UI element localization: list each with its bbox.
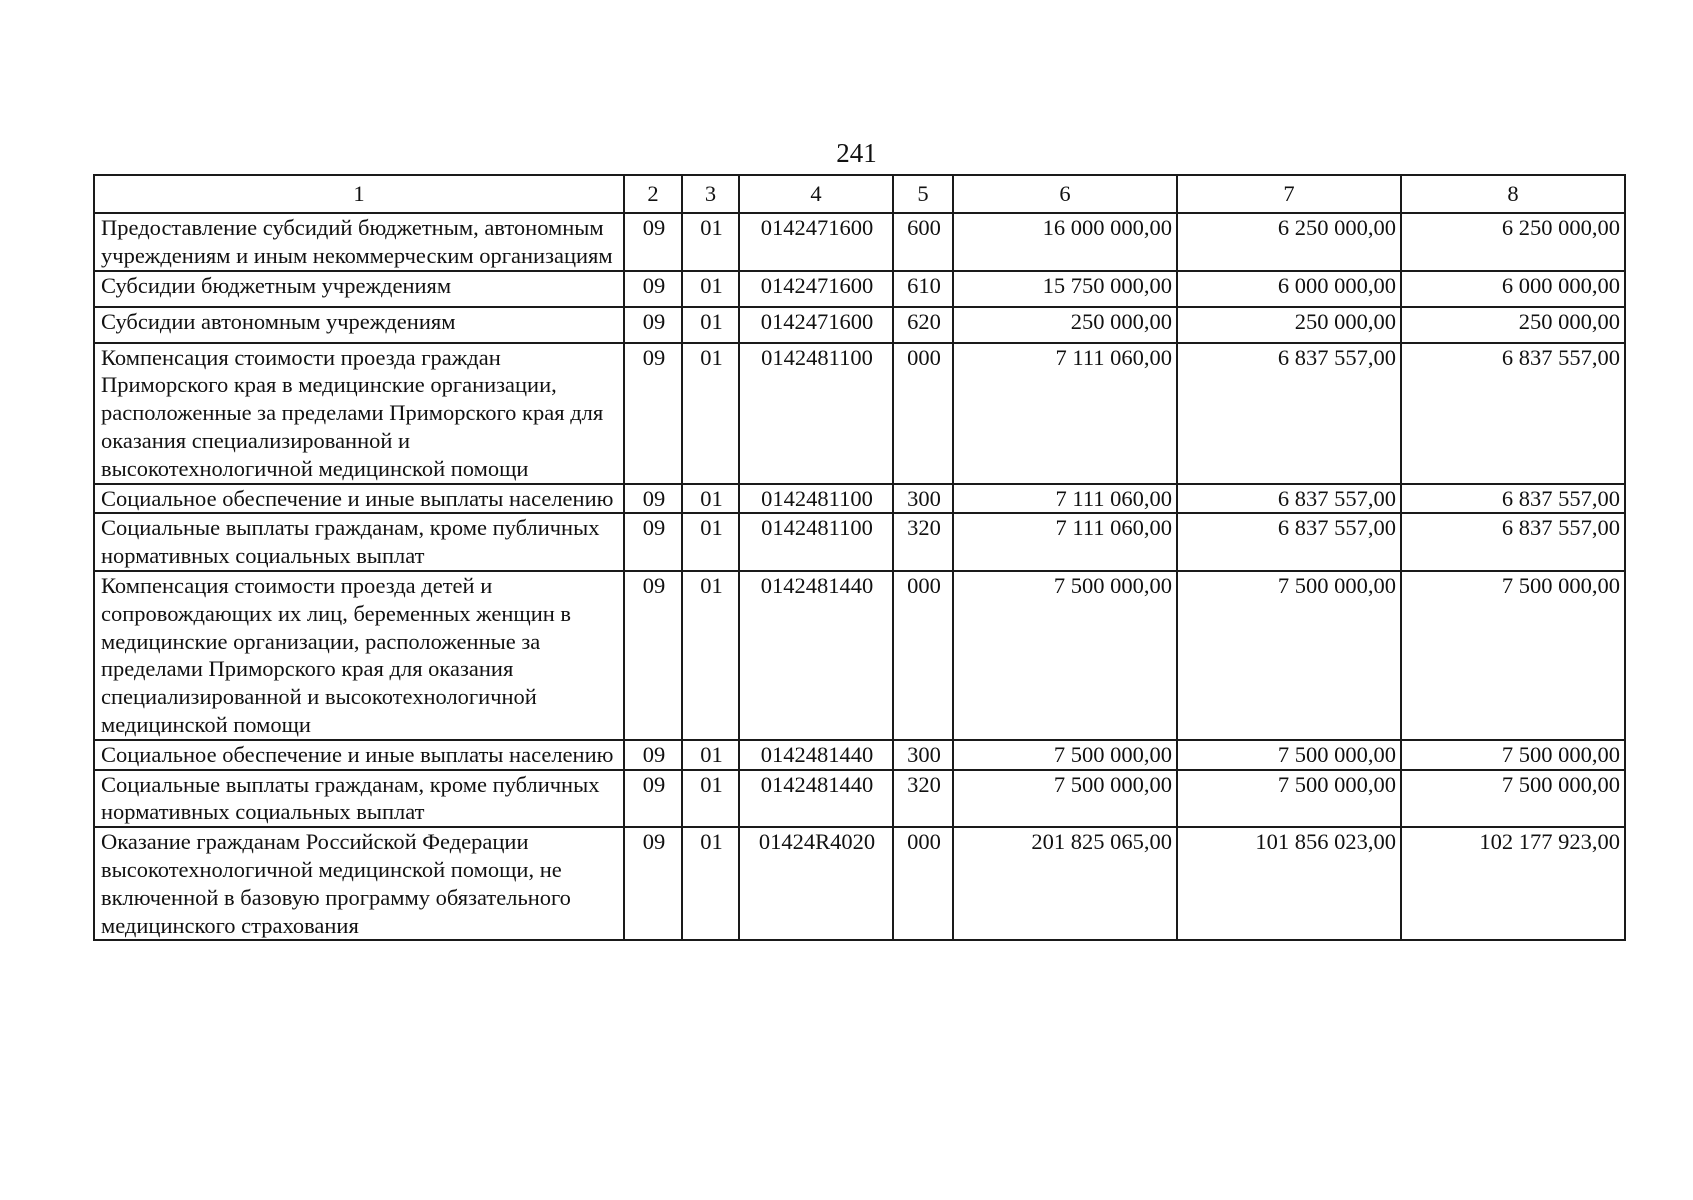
subsection-code: 01 xyxy=(682,770,739,828)
expense-type-code: 000 xyxy=(893,343,953,484)
row-name: Субсидии бюджетным учреждениям xyxy=(94,271,624,307)
expense-type-code: 620 xyxy=(893,307,953,343)
column-header: 2 xyxy=(624,175,682,213)
amount-col6: 7 500 000,00 xyxy=(953,740,1177,770)
expense-type-code: 000 xyxy=(893,571,953,740)
amount-col8: 6 837 557,00 xyxy=(1401,343,1625,484)
amount-col8: 6 250 000,00 xyxy=(1401,213,1625,271)
target-article-code: 0142481100 xyxy=(739,484,893,514)
amount-col7: 6 000 000,00 xyxy=(1177,271,1401,307)
amount-col6: 7 500 000,00 xyxy=(953,571,1177,740)
amount-col7: 250 000,00 xyxy=(1177,307,1401,343)
amount-col8: 6 837 557,00 xyxy=(1401,484,1625,514)
target-article-code: 0142481440 xyxy=(739,770,893,828)
expense-type-code: 610 xyxy=(893,271,953,307)
table-row xyxy=(94,740,1625,770)
amount-col6: 7 500 000,00 xyxy=(953,770,1177,828)
table-row xyxy=(94,213,1625,271)
row-name: Оказание гражданам Российской Федерации высокотехнологичной медицинской помощи, не включенной в базовую программу обязательного медицинского страхования xyxy=(94,827,624,940)
expense-type-code: 300 xyxy=(893,740,953,770)
amount-col8: 250 000,00 xyxy=(1401,307,1625,343)
amount-col8: 7 500 000,00 xyxy=(1401,740,1625,770)
amount-col8: 6 000 000,00 xyxy=(1401,271,1625,307)
row-name: Субсидии автономным учреждениям xyxy=(94,307,624,343)
subsection-code: 01 xyxy=(682,484,739,514)
table-row xyxy=(94,484,1625,514)
amount-col8: 102 177 923,00 xyxy=(1401,827,1625,940)
section-code: 09 xyxy=(624,271,682,307)
subsection-code: 01 xyxy=(682,827,739,940)
amount-col7: 101 856 023,00 xyxy=(1177,827,1401,940)
table-row xyxy=(94,343,1625,484)
amount-col6: 7 111 060,00 xyxy=(953,513,1177,571)
column-header: 6 xyxy=(953,175,1177,213)
page-number: 241 xyxy=(836,138,877,168)
expense-type-code: 000 xyxy=(893,827,953,940)
target-article-code: 0142471600 xyxy=(739,307,893,343)
subsection-code: 01 xyxy=(682,343,739,484)
row-name: Социальные выплаты гражданам, кроме публичных нормативных социальных выплат xyxy=(94,770,624,828)
section-code: 09 xyxy=(624,307,682,343)
subsection-code: 01 xyxy=(682,740,739,770)
amount-col6: 15 750 000,00 xyxy=(953,271,1177,307)
column-header: 8 xyxy=(1401,175,1625,213)
row-name: Компенсация стоимости проезда детей и сопровождающих их лиц, беременных женщин в медицинские организации, расположенные за пределами Приморского края для оказания специализированной и высокотехнологичной медицинской помощи xyxy=(94,571,624,740)
table-row xyxy=(94,513,1625,571)
amount-col8: 6 837 557,00 xyxy=(1401,513,1625,571)
section-code: 09 xyxy=(624,740,682,770)
row-name: Компенсация стоимости проезда граждан Приморского края в медицинские организации, расположенные за пределами Приморского края для оказания специализированной и высокотехнологичной медицинской помощи xyxy=(94,343,624,484)
table-row xyxy=(94,827,1625,940)
amount-col7: 6 837 557,00 xyxy=(1177,343,1401,484)
section-code: 09 xyxy=(624,827,682,940)
section-code: 09 xyxy=(624,484,682,514)
target-article-code: 0142471600 xyxy=(739,271,893,307)
row-name: Социальное обеспечение и иные выплаты населению xyxy=(94,740,624,770)
row-name: Социальное обеспечение и иные выплаты населению xyxy=(94,484,624,514)
section-code: 09 xyxy=(624,770,682,828)
column-header: 3 xyxy=(682,175,739,213)
amount-col6: 16 000 000,00 xyxy=(953,213,1177,271)
subsection-code: 01 xyxy=(682,213,739,271)
expense-type-code: 320 xyxy=(893,770,953,828)
subsection-code: 01 xyxy=(682,307,739,343)
column-header: 5 xyxy=(893,175,953,213)
amount-col7: 7 500 000,00 xyxy=(1177,571,1401,740)
table-body xyxy=(94,213,1625,940)
target-article-code: 01424R4020 xyxy=(739,827,893,940)
column-header: 7 xyxy=(1177,175,1401,213)
subsection-code: 01 xyxy=(682,271,739,307)
table-header xyxy=(94,175,1625,213)
section-code: 09 xyxy=(624,571,682,740)
row-name: Предоставление субсидий бюджетным, автономным учреждениям и иным некоммерческим организациям xyxy=(94,213,624,271)
section-code: 09 xyxy=(624,513,682,571)
amount-col6: 7 111 060,00 xyxy=(953,484,1177,514)
expense-type-code: 300 xyxy=(893,484,953,514)
target-article-code: 0142471600 xyxy=(739,213,893,271)
table-row xyxy=(94,271,1625,307)
target-article-code: 0142481100 xyxy=(739,513,893,571)
amount-col7: 6 250 000,00 xyxy=(1177,213,1401,271)
amount-col7: 6 837 557,00 xyxy=(1177,484,1401,514)
expense-type-code: 600 xyxy=(893,213,953,271)
budget-table xyxy=(93,174,1626,941)
section-code: 09 xyxy=(624,213,682,271)
table-row xyxy=(94,571,1625,740)
row-name: Социальные выплаты гражданам, кроме публичных нормативных социальных выплат xyxy=(94,513,624,571)
column-number-row xyxy=(94,175,1625,213)
amount-col6: 250 000,00 xyxy=(953,307,1177,343)
amount-col8: 7 500 000,00 xyxy=(1401,770,1625,828)
amount-col6: 201 825 065,00 xyxy=(953,827,1177,940)
amount-col7: 7 500 000,00 xyxy=(1177,770,1401,828)
section-code: 09 xyxy=(624,343,682,484)
subsection-code: 01 xyxy=(682,571,739,740)
column-header: 4 xyxy=(739,175,893,213)
amount-col7: 6 837 557,00 xyxy=(1177,513,1401,571)
column-header: 1 xyxy=(94,175,624,213)
amount-col7: 7 500 000,00 xyxy=(1177,740,1401,770)
amount-col8: 7 500 000,00 xyxy=(1401,571,1625,740)
target-article-code: 0142481440 xyxy=(739,740,893,770)
subsection-code: 01 xyxy=(682,513,739,571)
amount-col6: 7 111 060,00 xyxy=(953,343,1177,484)
target-article-code: 0142481100 xyxy=(739,343,893,484)
table-row xyxy=(94,307,1625,343)
target-article-code: 0142481440 xyxy=(739,571,893,740)
table-row xyxy=(94,770,1625,828)
expense-type-code: 320 xyxy=(893,513,953,571)
